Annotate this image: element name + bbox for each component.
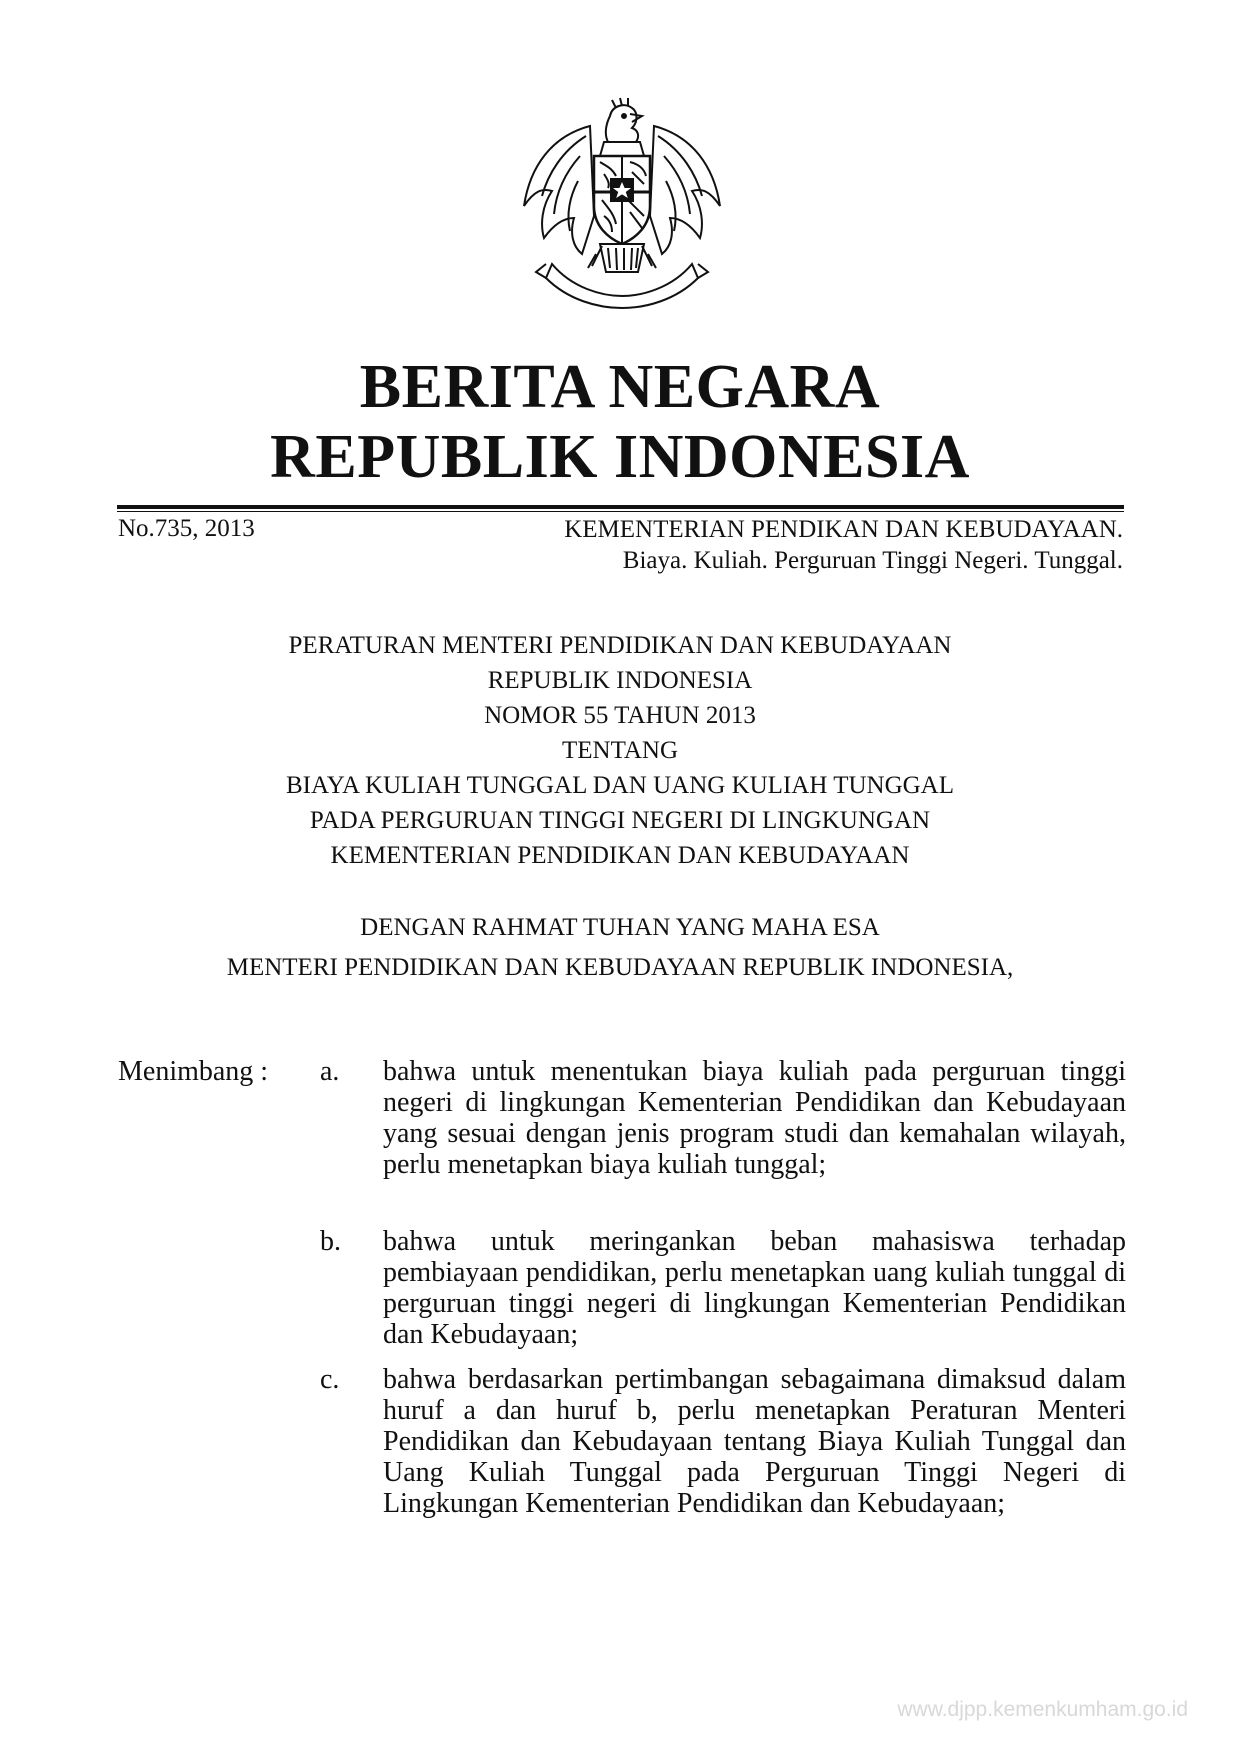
opening-line-2: MENTERI PENDIDIKAN DAN KEBUDAYAAN REPUBLIK INDONESIA, bbox=[226, 954, 1014, 981]
clause-a bbox=[320, 1056, 1126, 1180]
menimbang-label: Menimbang : bbox=[118, 1056, 269, 1087]
gazette-number: No.735, 2013 bbox=[118, 515, 255, 542]
regulation-title bbox=[0, 628, 1240, 873]
gazette-keywords: Biaya. Kuliah. Perguruan Tinggi Negeri. Tunggal. bbox=[622, 547, 1123, 574]
clause-marker: a. bbox=[320, 1056, 340, 1087]
watermark-url: www.djpp.kemenkumham.go.id bbox=[897, 1698, 1188, 1721]
masthead-line-2: REPUBLIK INDONESIA bbox=[270, 423, 970, 491]
regulation-title-line: TENTANG bbox=[561, 737, 679, 764]
regulation-title-line: KEMENTERIAN PENDIDIKAN DAN KEBUDAYAAN bbox=[330, 842, 910, 869]
clause-text: bahwa berdasarkan pertimbangan sebagaimana dimaksud dalam huruf a dan huruf b, perlu menetapkan Peraturan Menteri Pendidikan dan Kebudayaan tentang Biaya Kuliah Tunggal dan Uang Kuliah Tunggal pada Perguruan Tinggi Negeri di Lingkungan Kementerian Pendidikan dan Kebudayaan; bbox=[383, 1364, 1126, 1519]
gazette-subject bbox=[564, 514, 1123, 576]
garuda-pancasila-emblem-icon bbox=[512, 96, 732, 311]
header-rule-thick bbox=[117, 505, 1124, 509]
regulation-title-line: NOMOR 55 TAHUN 2013 bbox=[484, 702, 756, 729]
clause-text: bahwa untuk menentukan biaya kuliah pada perguruan tinggi negeri di lingkungan Kementerian Pendidikan dan Kebudayaan yang sesuai dengan jenis program studi dan kemahalan wilayah, perlu menetapkan biaya kuliah tunggal; bbox=[383, 1056, 1126, 1180]
clause-c bbox=[320, 1364, 1126, 1519]
header-rule-thin bbox=[117, 511, 1124, 512]
opening-formula bbox=[0, 908, 1240, 988]
opening-line-1: DENGAN RAHMAT TUHAN YANG MAHA ESA bbox=[360, 914, 880, 941]
regulation-title-line: REPUBLIK INDONESIA bbox=[487, 667, 753, 694]
gazette-ministry: KEMENTERIAN PENDIKAN DAN KEBUDAYAAN. bbox=[564, 516, 1123, 543]
masthead-line-1: BERITA NEGARA bbox=[359, 353, 881, 421]
clause-text: bahwa untuk meringankan beban mahasiswa terhadap pembiayaan pendidikan, perlu menetapkan uang kuliah tunggal di perguruan tinggi negeri di lingkungan Kementerian Pendidikan dan Kebudayaan; bbox=[383, 1226, 1126, 1350]
clause-marker: b. bbox=[320, 1226, 341, 1257]
clause-marker: c. bbox=[320, 1364, 340, 1395]
regulation-title-line: PERATURAN MENTERI PENDIDIKAN DAN KEBUDAYAAN bbox=[288, 632, 952, 659]
masthead bbox=[0, 352, 1240, 492]
regulation-title-line: PADA PERGURUAN TINGGI NEGERI DI LINGKUNGAN bbox=[309, 807, 931, 834]
regulation-title-line: BIAYA KULIAH TUNGGAL DAN UANG KULIAH TUNGGAL bbox=[285, 772, 955, 799]
clause-b bbox=[320, 1226, 1126, 1350]
